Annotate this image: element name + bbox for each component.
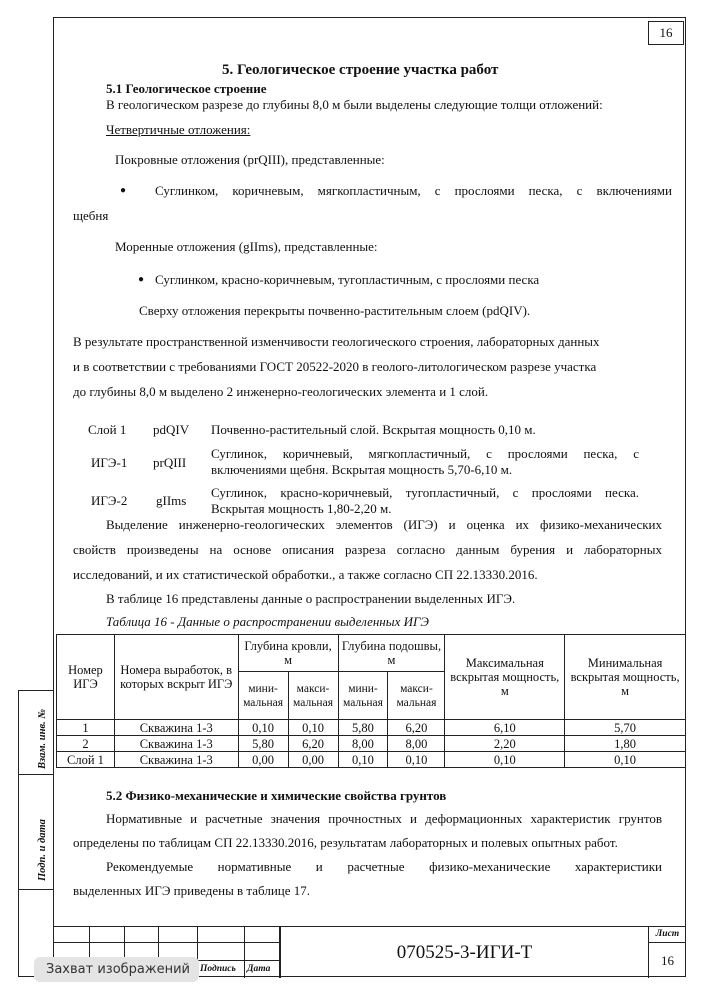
side-stamp-cell-2	[19, 775, 53, 890]
layer-desc: Суглинок, красно-коричневый, тугопластичный, с прослоями песка.	[211, 485, 639, 500]
table-cell: 8,00	[338, 736, 388, 752]
table-cell: 8,00	[388, 736, 445, 752]
table-cell: 6,10	[445, 720, 565, 736]
ige-table	[56, 634, 686, 768]
doc-code-cell	[280, 927, 649, 978]
table-cell: Скважина 1-3	[114, 752, 238, 768]
allocation-line: свойств произведены на основе описания разреза согласно данным бурения и лабораторных	[73, 542, 662, 557]
layer-desc: Суглинок, коричневый, мягкопластичный, с прослоями песка, с	[211, 446, 639, 461]
subsection-title-2: 5.2 Физико-механические и химические свойства грунтов	[106, 788, 447, 803]
date-label: Дата	[247, 964, 271, 974]
sheet-label-cell	[649, 927, 686, 943]
layer-desc: включениями щебня. Вскрытая мощность 5,70-6,10 м.	[211, 462, 513, 477]
layer-name: ИГЭ-2	[91, 493, 128, 508]
props-line: выделенных ИГЭ приведены в таблице 17.	[73, 883, 311, 898]
soil-note: Сверху отложения перекрыты почвенно-растительным слоем (pdQIV).	[139, 303, 531, 318]
table-cell: 0,10	[565, 752, 686, 768]
header-roof-max: макси-мальная	[288, 672, 338, 720]
header-wells: Номера выработок, в которых вскрыт ИГЭ	[114, 635, 238, 720]
props-line: определены по таблицам СП 22.13330.2016, результатам лабораторных и полевых опытных работ.	[73, 835, 618, 850]
table-cell: 1	[57, 720, 115, 736]
section-title: 5. Геологическое строение участка работ	[222, 62, 499, 78]
side-label-sign-date: Подп. и дата	[37, 819, 48, 881]
side-stamp-cell-1	[19, 691, 53, 775]
capture-overlay-badge[interactable]: Захват изображений	[34, 957, 199, 982]
header-min-thickness: Минимальная вскрытая мощность, м	[565, 635, 686, 720]
intro-text: В геологическом разрезе до глубины 8,0 м были выделены следующие толщи отложений:	[106, 97, 603, 112]
table-caption: Таблица 16 - Данные о распространении выделенных ИГЭ	[106, 614, 429, 629]
props-line: Рекомендуемые нормативные и расчетные физико-механические характеристики	[106, 859, 662, 874]
table-cell: 0,10	[238, 720, 288, 736]
header-roof-depth: Глубина кровли, м	[238, 635, 338, 672]
table-row	[57, 752, 686, 768]
layer-name: Слой 1	[88, 422, 127, 437]
table-cell: 6,20	[288, 736, 338, 752]
doc-code: 070525-3-ИГИ-Т	[396, 942, 533, 963]
side-stamp	[18, 690, 54, 977]
table-cell: 5,70	[565, 720, 686, 736]
allocation-line: Выделение инженерно-геологических элементов (ИГЭ) и оценка их физико-механических	[106, 517, 662, 532]
layer-index: gIIms	[156, 493, 187, 508]
table-cell: 0,00	[288, 752, 338, 768]
result-line: до глубины 8,0 м выделено 2 инженерно-геологических элемента и 1 слой.	[73, 384, 489, 399]
table-cell: 5,80	[238, 736, 288, 752]
table-cell: 0,10	[338, 752, 388, 768]
props-line: Нормативные и расчетные значения прочностных и деформационных характеристик грунтов	[106, 811, 662, 826]
table-row	[57, 720, 686, 736]
layer-index: prQIII	[153, 455, 187, 470]
sign-label: Подпись	[200, 964, 236, 974]
result-line: В результате пространственной изменчивости геологического строения, лабораторных данных	[73, 334, 600, 349]
moraine-item: Суглинком, красно-коричневым, тугопластичным, с прослоями песка	[155, 272, 540, 287]
table-cell: 0,10	[445, 752, 565, 768]
subsection-title: 5.1 Геологическое строение	[106, 81, 267, 96]
layer-name: ИГЭ-1	[91, 455, 128, 470]
table-row	[57, 736, 686, 752]
page-number-top: 16	[648, 21, 684, 45]
table-cell: Скважина 1-3	[114, 736, 238, 752]
sheet-label: Лист	[655, 929, 680, 939]
bullet-icon: ●	[120, 185, 127, 196]
result-line: и в соответствии с требованиями ГОСТ 20522-2020 в геолого-литологическом разрезе участка	[73, 359, 597, 374]
table-cell: 5,80	[338, 720, 388, 736]
table-cell: 0,10	[288, 720, 338, 736]
cover-item-cont: щебня	[73, 208, 109, 223]
side-label-replaced-inv: Взам. инв. №	[37, 708, 48, 769]
table-cell: Скважина 1-3	[114, 720, 238, 736]
header-bottom-min: мини-мальная	[338, 672, 388, 720]
header-roof-min: мини-мальная	[238, 672, 288, 720]
bullet-icon: ●	[138, 274, 145, 285]
header-ige-number: Номер ИГЭ	[57, 635, 115, 720]
sheet-number: 16	[661, 953, 674, 968]
table-cell: 2,20	[445, 736, 565, 752]
table-cell: 0,10	[388, 752, 445, 768]
table-cell: 0,00	[238, 752, 288, 768]
allocation-line: исследований, и их статистической обработки., а также согласно СП 22.13330.2016.	[73, 567, 538, 582]
table-cell: 6,20	[388, 720, 445, 736]
table-reference: В таблице 16 представлены данные о распространении выделенных ИГЭ.	[106, 591, 516, 606]
table-cell: 2	[57, 736, 115, 752]
header-bottom-depth: Глубина подошвы, м	[338, 635, 445, 672]
header-bottom-max: макси-мальная	[388, 672, 445, 720]
cover-label: Покровные отложения (prQIII), представленные:	[115, 152, 385, 167]
layer-desc: Вскрытая мощность 1,80-2,20 м.	[211, 501, 392, 516]
quaternary-label: Четвертичные отложения:	[106, 122, 251, 137]
cover-item: Суглинком, коричневым, мягкопластичным, с прослоями песка, с включениями	[155, 183, 672, 198]
table-cell: Слой 1	[57, 752, 115, 768]
table-cell: 1,80	[565, 736, 686, 752]
moraine-label: Моренные отложения (gIIms), представленные:	[115, 239, 378, 254]
layer-desc: Почвенно-растительный слой. Вскрытая мощность 0,10 м.	[211, 422, 536, 437]
header-max-thickness: Максимальная вскрытая мощность, м	[445, 635, 565, 720]
layer-index: pdQIV	[153, 422, 190, 437]
